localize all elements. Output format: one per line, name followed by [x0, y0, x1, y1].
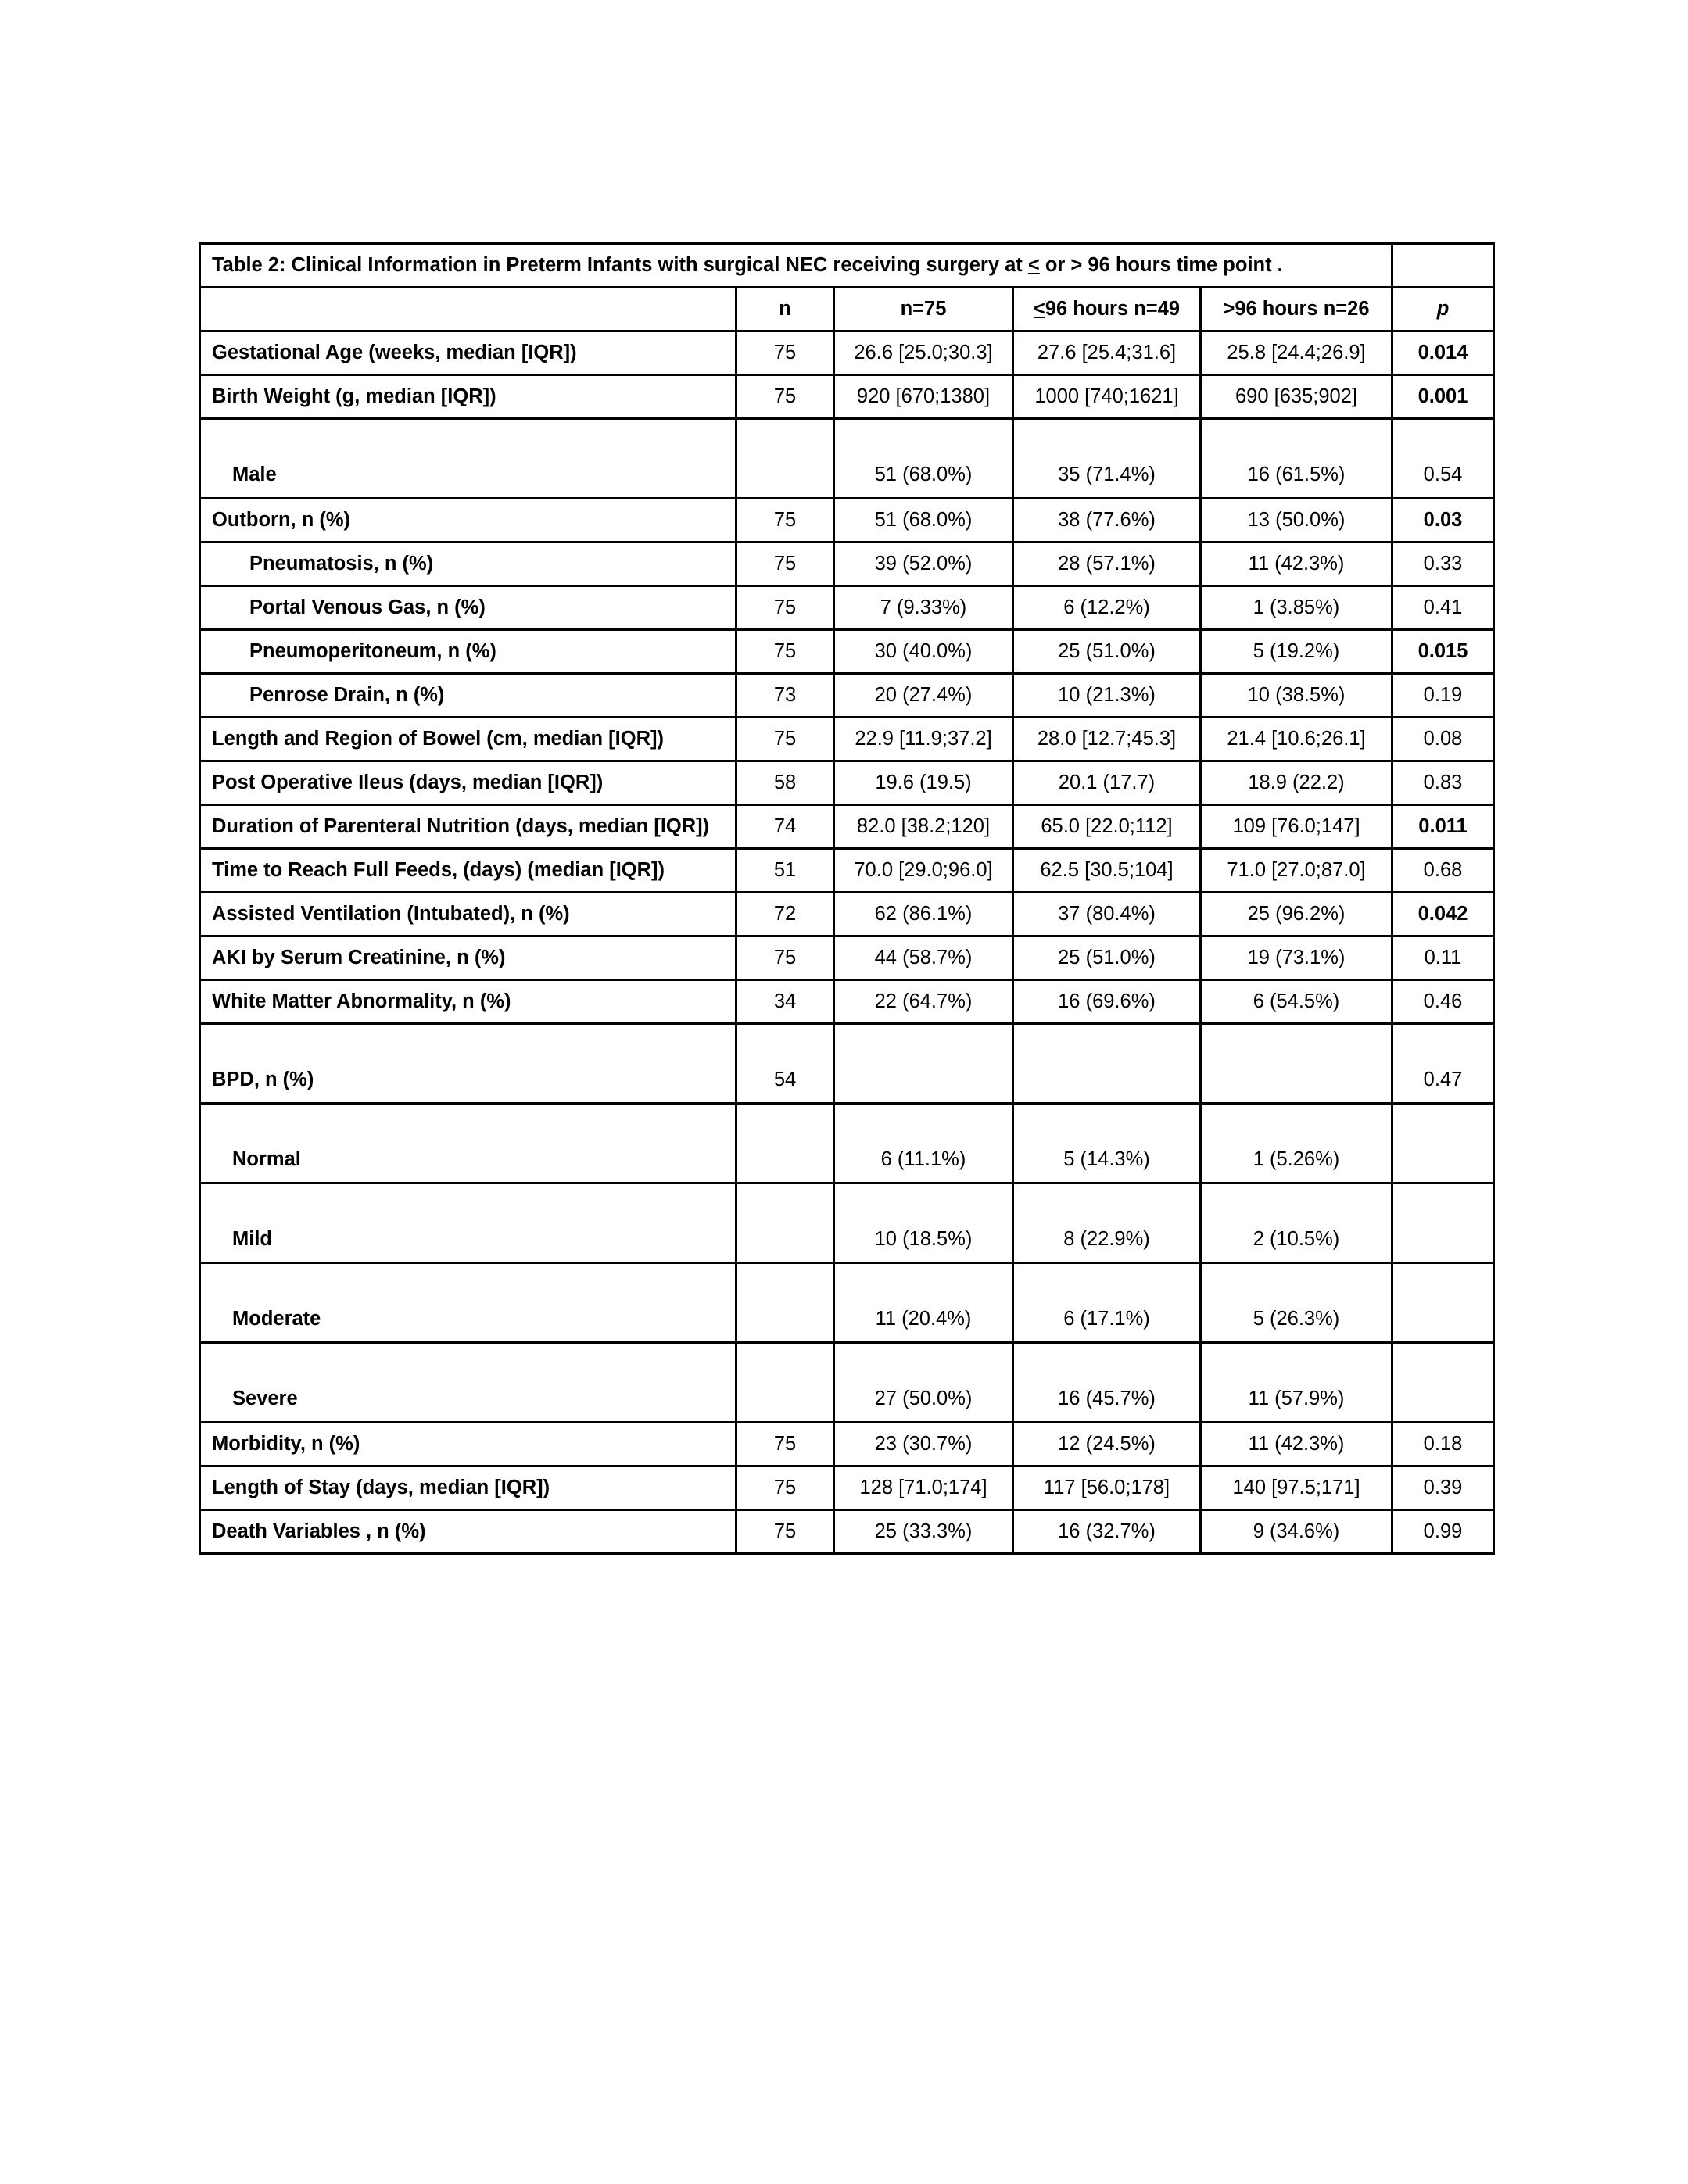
- caption-part-3: or > 96 hours time point .: [1039, 254, 1283, 276]
- cell-late: 25 (96.2%): [1201, 893, 1392, 936]
- cell-variable: Gestational Age (weeks, median [IQR]): [200, 331, 736, 375]
- cell-variable: Length of Stay (days, median [IQR]): [200, 1466, 736, 1510]
- cell-all: 10 (18.5%): [834, 1183, 1013, 1263]
- table-row: [200, 1263, 1494, 1343]
- cell-late: 18.9 (22.2): [1201, 761, 1392, 805]
- cell-variable: Penrose Drain, n (%): [200, 674, 736, 718]
- cell-p: 0.99: [1392, 1510, 1494, 1554]
- cell-n: [736, 1183, 834, 1263]
- cell-variable: Birth Weight (g, median [IQR]): [200, 375, 736, 419]
- cell-n: 75: [736, 1423, 834, 1466]
- cell-all: 44 (58.7%): [834, 936, 1013, 980]
- cell-p: [1392, 1183, 1494, 1263]
- cell-late: 19 (73.1%): [1201, 936, 1392, 980]
- cell-p: 0.33: [1392, 542, 1494, 586]
- header-all: n=75: [834, 288, 1013, 331]
- cell-all: 19.6 (19.5): [834, 761, 1013, 805]
- caption-part-1: Table 2: Clinical Information in Preterm Infants with surgical NEC receiving surgery at: [212, 254, 1028, 276]
- cell-p: [1392, 1104, 1494, 1183]
- cell-late: 11 (57.9%): [1201, 1343, 1392, 1423]
- cell-variable: Portal Venous Gas, n (%): [200, 586, 736, 630]
- cell-late: 13 (50.0%): [1201, 499, 1392, 542]
- table-row: [200, 718, 1494, 761]
- table-row: [200, 1466, 1494, 1510]
- cell-n: 72: [736, 893, 834, 936]
- cell-p: 0.001: [1392, 375, 1494, 419]
- cell-all: 20 (27.4%): [834, 674, 1013, 718]
- cell-variable: Severe: [200, 1343, 736, 1423]
- table-row: [200, 1104, 1494, 1183]
- cell-p: 0.11: [1392, 936, 1494, 980]
- cell-early: 25 (51.0%): [1013, 936, 1201, 980]
- cell-p: [1392, 1263, 1494, 1343]
- table-row: [200, 1024, 1494, 1104]
- cell-early: 16 (69.6%): [1013, 980, 1201, 1024]
- cell-early: 25 (51.0%): [1013, 630, 1201, 674]
- cell-variable: Normal: [200, 1104, 736, 1183]
- cell-variable: Moderate: [200, 1263, 736, 1343]
- table-row: [200, 761, 1494, 805]
- table-row: [200, 980, 1494, 1024]
- cell-early: 5 (14.3%): [1013, 1104, 1201, 1183]
- cell-all: 27 (50.0%): [834, 1343, 1013, 1423]
- cell-n: [736, 1104, 834, 1183]
- cell-early: 6 (12.2%): [1013, 586, 1201, 630]
- cell-variable: White Matter Abnormality, n (%): [200, 980, 736, 1024]
- cell-early: 16 (45.7%): [1013, 1343, 1201, 1423]
- cell-variable: Death Variables , n (%): [200, 1510, 736, 1554]
- cell-all: 25 (33.3%): [834, 1510, 1013, 1554]
- cell-p: 0.18: [1392, 1423, 1494, 1466]
- cell-p: 0.41: [1392, 586, 1494, 630]
- cell-late: 6 (54.5%): [1201, 980, 1392, 1024]
- cell-n: [736, 1343, 834, 1423]
- cell-late: 109 [76.0;147]: [1201, 805, 1392, 849]
- cell-n: 74: [736, 805, 834, 849]
- cell-late: 140 [97.5;171]: [1201, 1466, 1392, 1510]
- cell-variable: Duration of Parenteral Nutrition (days, median [IQR]): [200, 805, 736, 849]
- clinical-info-table: [199, 242, 1495, 1555]
- cell-early: 38 (77.6%): [1013, 499, 1201, 542]
- cell-n: 54: [736, 1024, 834, 1104]
- table-row: [200, 893, 1494, 936]
- cell-late: 9 (34.6%): [1201, 1510, 1392, 1554]
- cell-late: 5 (26.3%): [1201, 1263, 1392, 1343]
- cell-n: 75: [736, 936, 834, 980]
- cell-early: 35 (71.4%): [1013, 419, 1201, 499]
- cell-early: 27.6 [25.4;31.6]: [1013, 331, 1201, 375]
- cell-all: 30 (40.0%): [834, 630, 1013, 674]
- cell-all: 26.6 [25.0;30.3]: [834, 331, 1013, 375]
- cell-all: 23 (30.7%): [834, 1423, 1013, 1466]
- cell-all: 51 (68.0%): [834, 499, 1013, 542]
- cell-late: 11 (42.3%): [1201, 542, 1392, 586]
- cell-early: 10 (21.3%): [1013, 674, 1201, 718]
- table-row: [200, 1183, 1494, 1263]
- cell-n: 75: [736, 586, 834, 630]
- header-early: [1013, 288, 1201, 331]
- cell-n: 58: [736, 761, 834, 805]
- header-n: n: [736, 288, 834, 331]
- cell-early: 62.5 [30.5;104]: [1013, 849, 1201, 893]
- cell-all: [834, 1024, 1013, 1104]
- cell-n: 73: [736, 674, 834, 718]
- cell-late: 10 (38.5%): [1201, 674, 1392, 718]
- cell-p: [1392, 1343, 1494, 1423]
- cell-early: 8 (22.9%): [1013, 1183, 1201, 1263]
- cell-n: [736, 1263, 834, 1343]
- caption-le-symbol: <: [1027, 254, 1040, 276]
- table-row: [200, 499, 1494, 542]
- table-row: [200, 419, 1494, 499]
- cell-variable: Time to Reach Full Feeds, (days) (median [IQR]): [200, 849, 736, 893]
- table-row: [200, 630, 1494, 674]
- cell-late: 21.4 [10.6;26.1]: [1201, 718, 1392, 761]
- cell-p: 0.014: [1392, 331, 1494, 375]
- cell-n: 75: [736, 499, 834, 542]
- cell-variable: Outborn, n (%): [200, 499, 736, 542]
- cell-early: 65.0 [22.0;112]: [1013, 805, 1201, 849]
- cell-all: 39 (52.0%): [834, 542, 1013, 586]
- cell-early: 6 (17.1%): [1013, 1263, 1201, 1343]
- cell-p: 0.46: [1392, 980, 1494, 1024]
- cell-all: 6 (11.1%): [834, 1104, 1013, 1183]
- cell-early: 1000 [740;1621]: [1013, 375, 1201, 419]
- cell-early: 37 (80.4%): [1013, 893, 1201, 936]
- cell-variable: Male: [200, 419, 736, 499]
- cell-variable: Post Operative Ileus (days, median [IQR]): [200, 761, 736, 805]
- cell-late: 11 (42.3%): [1201, 1423, 1392, 1466]
- cell-all: 920 [670;1380]: [834, 375, 1013, 419]
- cell-variable: Pneumoperitoneum, n (%): [200, 630, 736, 674]
- cell-early: 16 (32.7%): [1013, 1510, 1201, 1554]
- table-row: [200, 1343, 1494, 1423]
- cell-all: 11 (20.4%): [834, 1263, 1013, 1343]
- cell-p: 0.68: [1392, 849, 1494, 893]
- cell-n: 75: [736, 1466, 834, 1510]
- cell-n: [736, 419, 834, 499]
- cell-all: 62 (86.1%): [834, 893, 1013, 936]
- cell-n: 51: [736, 849, 834, 893]
- table-row: [200, 1423, 1494, 1466]
- cell-early: 20.1 (17.7): [1013, 761, 1201, 805]
- cell-p: 0.39: [1392, 1466, 1494, 1510]
- cell-late: [1201, 1024, 1392, 1104]
- cell-late: 71.0 [27.0;87.0]: [1201, 849, 1392, 893]
- table-row: [200, 586, 1494, 630]
- cell-early: [1013, 1024, 1201, 1104]
- cell-variable: BPD, n (%): [200, 1024, 736, 1104]
- cell-p: 0.03: [1392, 499, 1494, 542]
- cell-early: 12 (24.5%): [1013, 1423, 1201, 1466]
- cell-n: 75: [736, 542, 834, 586]
- cell-variable: Length and Region of Bowel (cm, median [IQR]): [200, 718, 736, 761]
- cell-variable: Pneumatosis, n (%): [200, 542, 736, 586]
- table-row: [200, 849, 1494, 893]
- header-early-prefix: <: [1033, 298, 1045, 320]
- cell-p: 0.011: [1392, 805, 1494, 849]
- header-variable: [200, 288, 736, 331]
- cell-p: 0.19: [1392, 674, 1494, 718]
- caption-row: [200, 244, 1494, 288]
- cell-p: 0.042: [1392, 893, 1494, 936]
- cell-all: 70.0 [29.0;96.0]: [834, 849, 1013, 893]
- cell-n: 75: [736, 1510, 834, 1554]
- caption-empty-cell: [1392, 244, 1494, 288]
- cell-all: 82.0 [38.2;120]: [834, 805, 1013, 849]
- table-caption: [200, 244, 1392, 288]
- cell-p: 0.08: [1392, 718, 1494, 761]
- cell-all: 22.9 [11.9;37.2]: [834, 718, 1013, 761]
- cell-late: 16 (61.5%): [1201, 419, 1392, 499]
- cell-late: 5 (19.2%): [1201, 630, 1392, 674]
- cell-all: 22 (64.7%): [834, 980, 1013, 1024]
- cell-early: 28.0 [12.7;45.3]: [1013, 718, 1201, 761]
- table-row: [200, 674, 1494, 718]
- cell-n: 34: [736, 980, 834, 1024]
- cell-n: 75: [736, 375, 834, 419]
- header-row: [200, 288, 1494, 331]
- table-row: [200, 805, 1494, 849]
- cell-all: 128 [71.0;174]: [834, 1466, 1013, 1510]
- cell-early: 28 (57.1%): [1013, 542, 1201, 586]
- header-late: >96 hours n=26: [1201, 288, 1392, 331]
- cell-late: 1 (3.85%): [1201, 586, 1392, 630]
- cell-late: 690 [635;902]: [1201, 375, 1392, 419]
- table-row: [200, 542, 1494, 586]
- cell-p: 0.54: [1392, 419, 1494, 499]
- cell-variable: Assisted Ventilation (Intubated), n (%): [200, 893, 736, 936]
- cell-p: 0.015: [1392, 630, 1494, 674]
- cell-variable: Morbidity, n (%): [200, 1423, 736, 1466]
- cell-late: 1 (5.26%): [1201, 1104, 1392, 1183]
- cell-variable: AKI by Serum Creatinine, n (%): [200, 936, 736, 980]
- header-p: p: [1392, 288, 1494, 331]
- cell-early: 117 [56.0;178]: [1013, 1466, 1201, 1510]
- cell-n: 75: [736, 331, 834, 375]
- cell-late: 2 (10.5%): [1201, 1183, 1392, 1263]
- header-early-rest: 96 hours n=49: [1045, 298, 1181, 320]
- cell-p: 0.83: [1392, 761, 1494, 805]
- table-row: [200, 1510, 1494, 1554]
- table-row: [200, 375, 1494, 419]
- table-row: [200, 331, 1494, 375]
- cell-n: 75: [736, 718, 834, 761]
- cell-all: 51 (68.0%): [834, 419, 1013, 499]
- cell-n: 75: [736, 630, 834, 674]
- cell-p: 0.47: [1392, 1024, 1494, 1104]
- cell-variable: Mild: [200, 1183, 736, 1263]
- cell-all: 7 (9.33%): [834, 586, 1013, 630]
- cell-late: 25.8 [24.4;26.9]: [1201, 331, 1392, 375]
- table-row: [200, 936, 1494, 980]
